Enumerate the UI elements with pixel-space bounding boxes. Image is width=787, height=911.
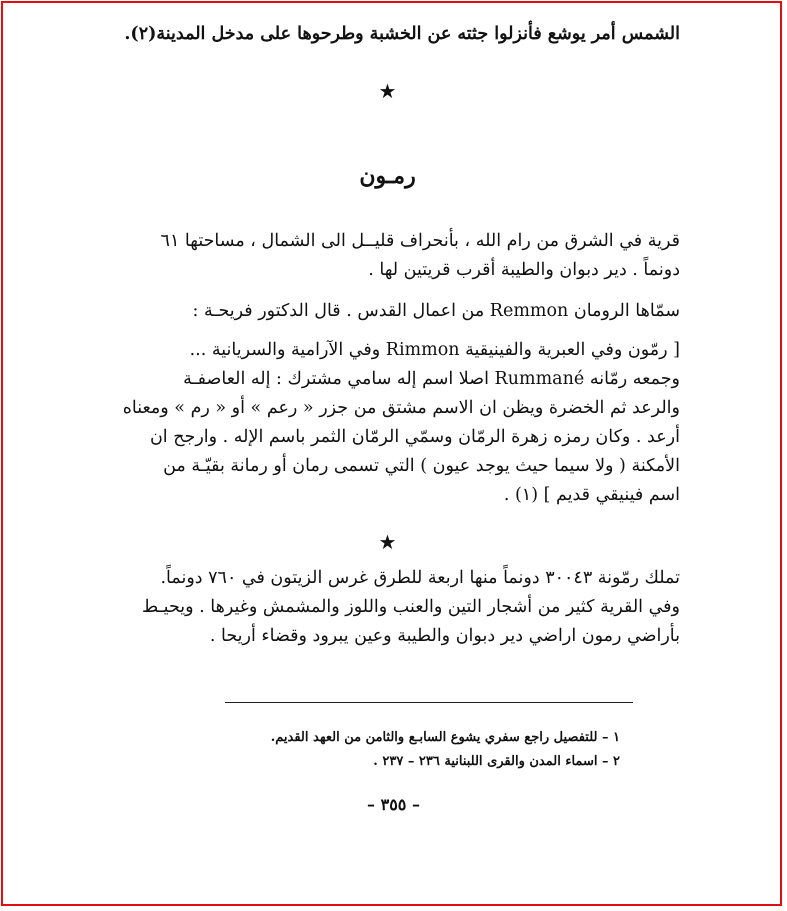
footnote-2: ٢ – اسماء المدن والقرى اللبنانية ٢٣٦ – ٢٣٧ . [373,754,620,769]
section-title: رمـون [359,163,416,189]
footnotes [225,726,620,774]
quote-line-3: والرعد ثم الخضرة ويظن ان الاسم مشتق من جزر « رعم » أو « رم » ومعناه [122,398,680,418]
quote-block [95,336,680,510]
paragraph-1-line-1: قرية في الشرق من رام الله ، بأنحراف قليــل الى الشمال ، مساحتها ٦١ [160,231,680,251]
paragraph-3-line-2: وفي القرية كثير من أشجار التين والعنب واللوز والمشمش وغيرها . ويحيـط [141,597,680,617]
quote-line-1: [ رمّون وفي العبرية والفينيقية Rimmon وفي الآرامية والسريانية ... [189,340,680,360]
page-number: – ٣٥٥ – [367,795,420,814]
footnote-1: ١ – للتفصيل راجع سفري يشوع السابـع والثامن من العهد القديم. [270,730,620,745]
paragraph-1 [95,227,680,285]
paragraph-3-line-1: تملك رمّونة ٣٠٠٤٣ دونماً منها اربعة للطرق غرس الزيتون في ٧٦٠ دونماً. [160,568,680,588]
paragraph-2: سمّاها الرومان Remmon من اعمال القدس . قال الدكتور فريحـة : [192,301,680,321]
quote-line-4: أرعد . وكان رمزه زهرة الرمّان وسمّي الرمّان الثمر باسم الإله . وارجح ان [149,427,680,447]
quote-line-6: اسم فينيقي قديم ] (١) . [503,485,680,505]
footnote-divider [225,702,633,703]
continuation-line: الشمس أمر يوشع فأنزلوا جثته عن الخشبة وطرحوها على مدخل المدينة(٢). [124,24,680,44]
quote-line-5: الأمكنة ( ولا سيما حيث يوجد عيون ) التي تسمى رمان أو رمانة بقيّـة من [163,456,680,476]
paragraph-3 [95,564,680,651]
quote-line-2: وجمعه رمّانه Rummané اصلا اسم إله سامي مشترك : إله العاصفـة [183,369,680,389]
page-body [95,20,680,651]
paragraph-3-line-3: بأراضي رمون اراضي دير دبوان والطيبة وعين يبرود وقضاء أريحا . [209,626,680,646]
paragraph-1-line-2: دونماً . دير دبوان والطيبة أقرب قريتين لها . [368,260,680,280]
separator-star-2: ★ [378,530,397,554]
separator-star-1: ★ [378,79,397,103]
